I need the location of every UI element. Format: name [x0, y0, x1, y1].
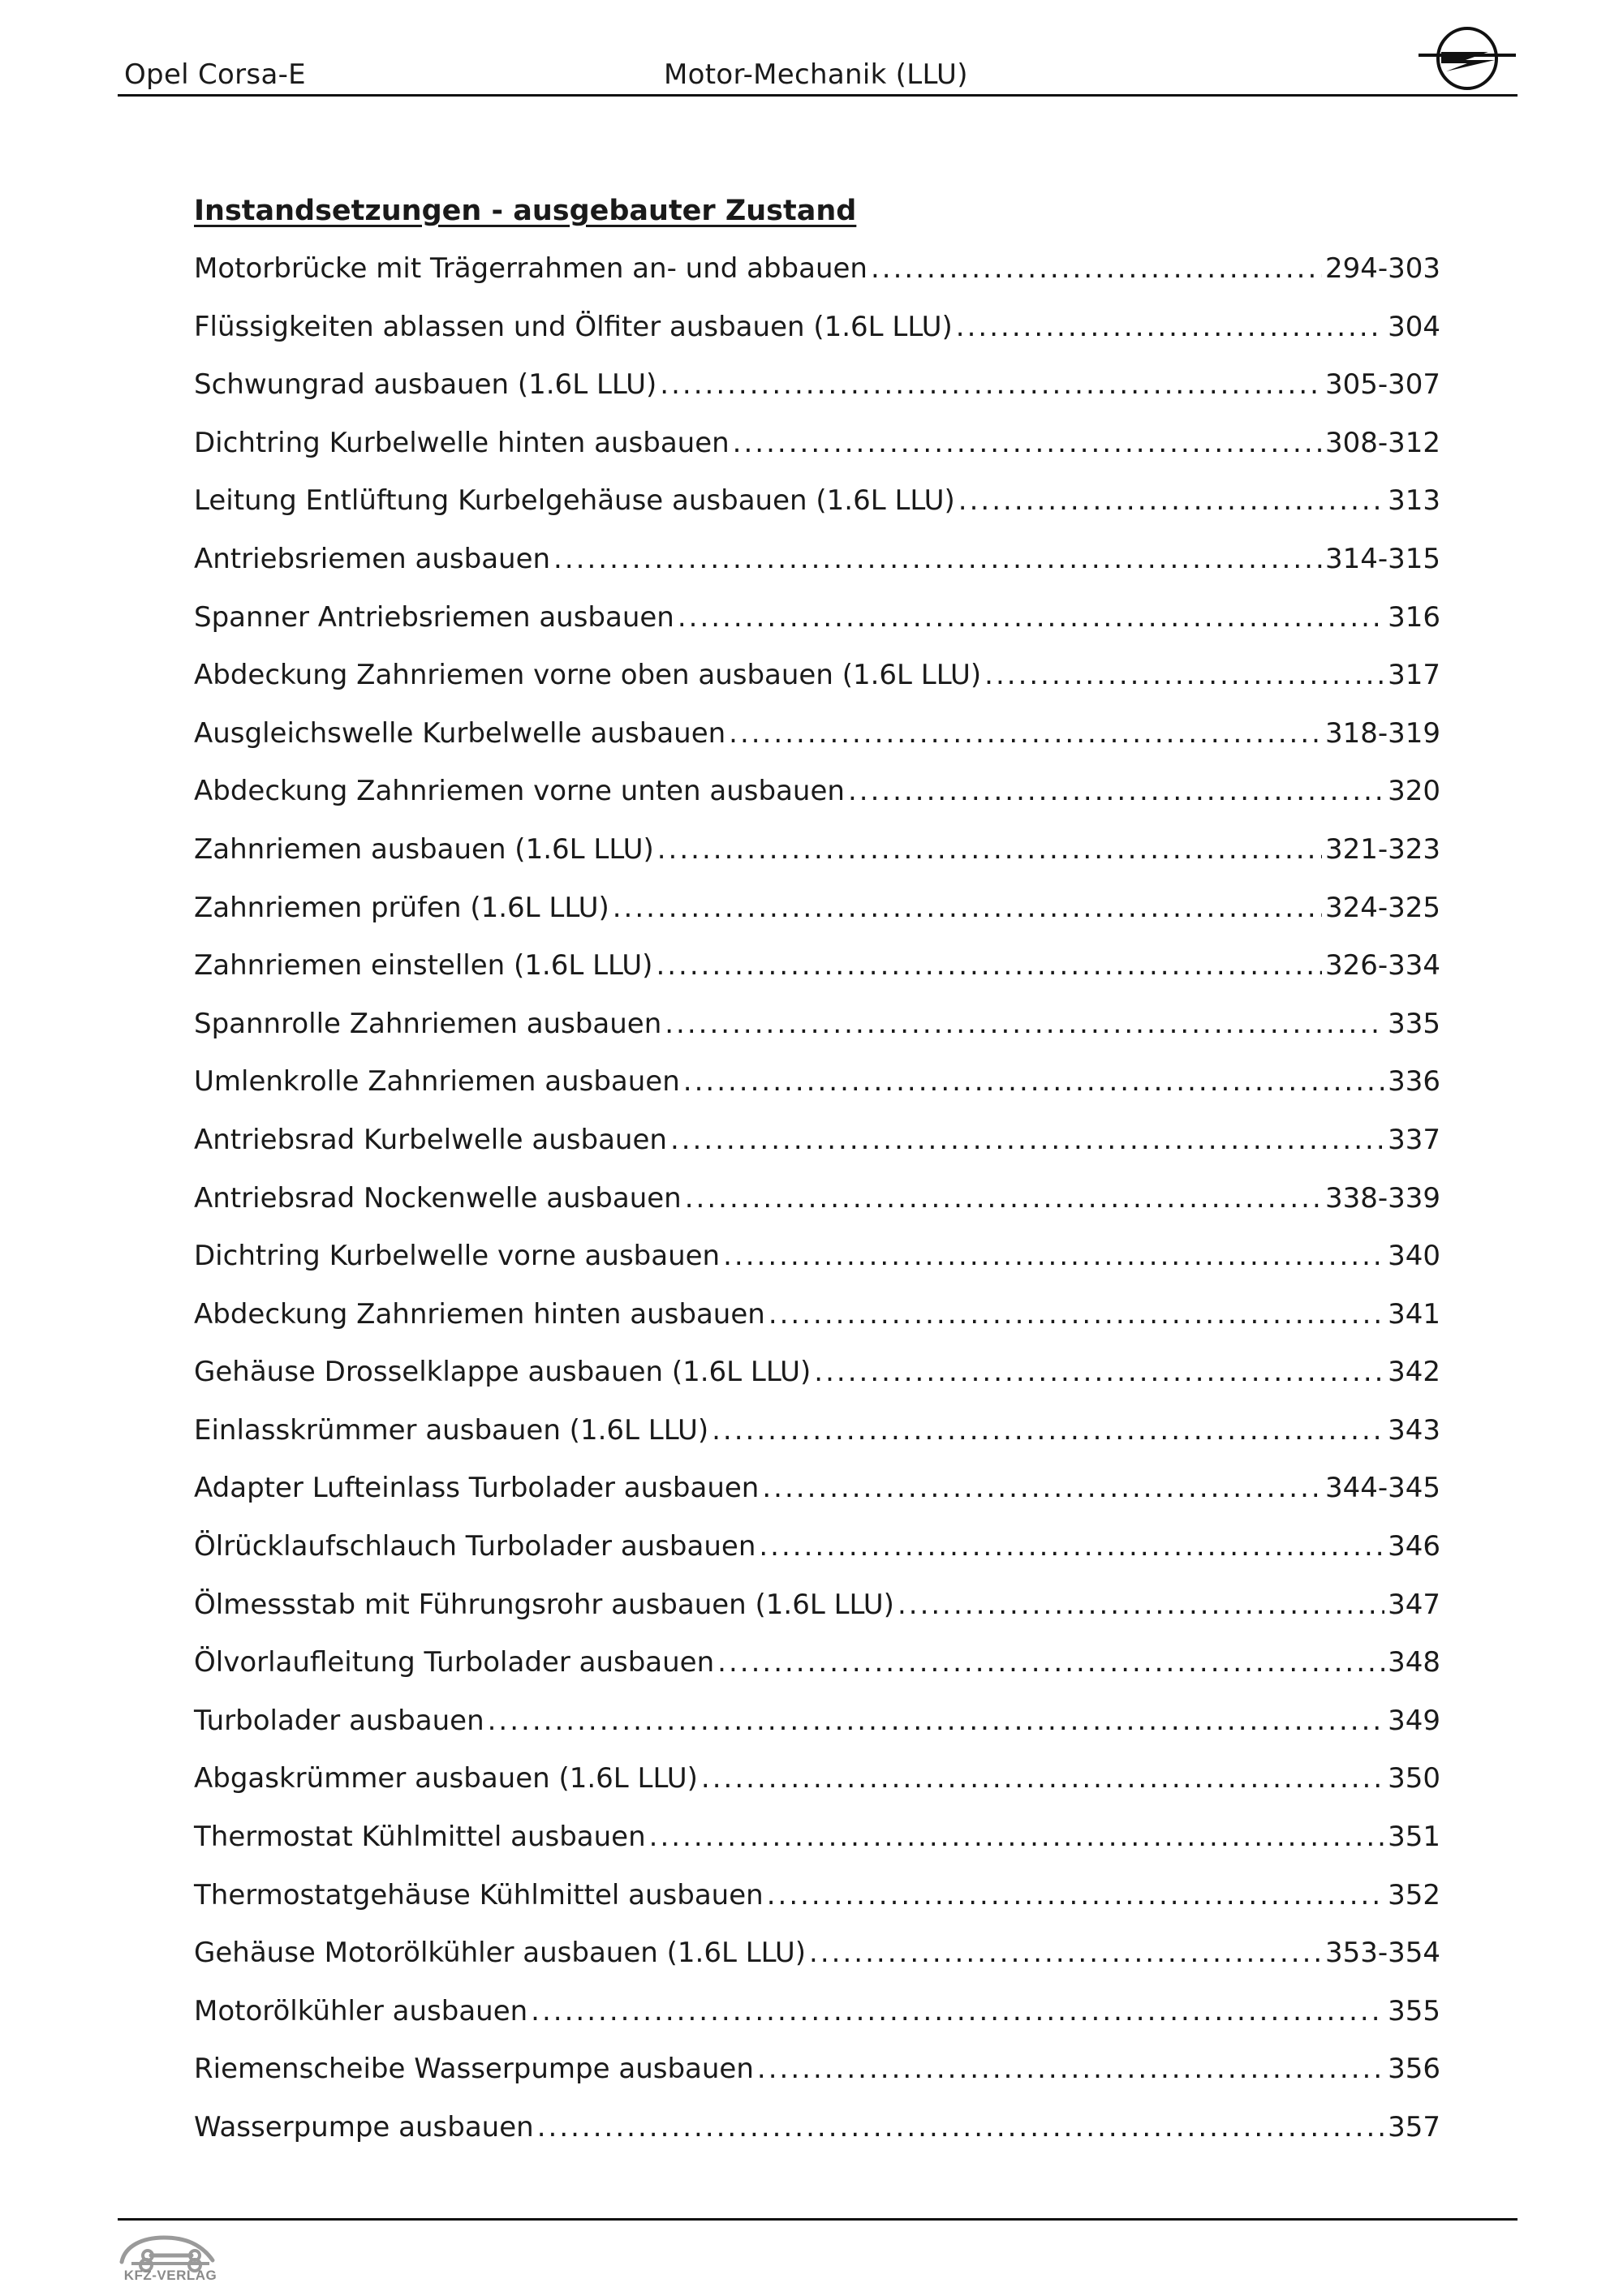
footer-divider [118, 2218, 1518, 2221]
toc-entry-label: Schwungrad ausbauen (1.6L LLU) [194, 368, 657, 402]
opel-blitz-logo-icon [1417, 24, 1518, 92]
toc-entry [194, 589, 1440, 647]
toc-entry [194, 1170, 1440, 1228]
toc-entry-page: 342 [1388, 1356, 1440, 1389]
toc-entry [194, 1983, 1440, 2041]
toc-entry-label: Thermostatgehäuse Kühlmittel ausbauen [194, 1878, 764, 1911]
toc-entry [194, 1808, 1440, 1867]
toc-entry-label: Abdeckung Zahnriemen vorne unten ausbauen [194, 775, 845, 808]
toc-entry-label: Motorbrücke mit Trägerrahmen an- und abbauen [194, 252, 867, 285]
toc-entry-page: 335 [1388, 1007, 1440, 1040]
toc-entry [194, 1344, 1440, 1402]
toc-leader-dots [657, 821, 1322, 879]
header-chapter-title: Motor-Mechanik (LLU) [664, 58, 968, 91]
toc-entry-page: 308-312 [1324, 426, 1440, 459]
toc-entry-page: 338-339 [1324, 1181, 1440, 1215]
toc-entry-label: Wasserpumpe ausbauen [194, 2111, 534, 2143]
page-header [118, 24, 1518, 97]
toc-entry [194, 937, 1440, 995]
toc-entry [194, 821, 1440, 879]
toc-entry-page: 324-325 [1324, 891, 1440, 924]
toc-leader-dots [712, 1402, 1384, 1460]
toc-leader-dots [814, 1344, 1384, 1402]
toc-entry-label: Flüssigkeiten ablassen und Ölfiter ausbauen (1.6L LLU) [194, 310, 953, 343]
toc-entry-label: Motorölkühler ausbauen [194, 1994, 528, 2027]
toc-entry-label: Zahnriemen einstellen (1.6L LLU) [194, 949, 653, 982]
toc-leader-dots [958, 472, 1384, 531]
toc-entry [194, 1460, 1440, 1518]
toc-entry [194, 1692, 1440, 1751]
toc-entry-label: Antriebsrad Kurbelwelle ausbauen [194, 1123, 667, 1156]
toc-entry-label: Umlenkrolle Zahnriemen ausbauen [194, 1065, 680, 1099]
toc-leader-dots [729, 705, 1322, 763]
toc-entry-label: Einlasskrümmer ausbauen (1.6L LLU) [194, 1413, 709, 1447]
toc-entry-page: 314-315 [1324, 542, 1440, 575]
toc-leader-dots [685, 1170, 1322, 1228]
header-vehicle-title: Opel Corsa-E [124, 58, 306, 91]
toc-entry-label: Zahnriemen ausbauen (1.6L LLU) [194, 832, 654, 866]
toc-entry-label: Antriebsrad Nockenwelle ausbauen [194, 1181, 682, 1215]
toc-entry-page: 356 [1388, 2053, 1440, 2086]
toc-entry [194, 2040, 1440, 2099]
toc-leader-dots [665, 995, 1384, 1054]
toc-leader-dots [871, 240, 1322, 299]
toc-entry-label: Thermostat Kühlmittel ausbauen [194, 1821, 646, 1854]
toc-leader-dots [488, 1692, 1384, 1751]
toc-entry-page: 357 [1388, 2111, 1440, 2143]
toc-entry [194, 1402, 1440, 1460]
toc-entry [194, 879, 1440, 938]
toc-entry-label: Ölvorlaufleitung Turbolader ausbauen [194, 1646, 715, 1679]
toc-entry-label: Abdeckung Zahnriemen hinten ausbauen [194, 1297, 765, 1331]
toc-entry-label: Abgaskrümmer ausbauen (1.6L LLU) [194, 1762, 698, 1795]
toc-entry-page: 344-345 [1324, 1472, 1440, 1505]
toc-entry [194, 1750, 1440, 1808]
toc-leader-dots [767, 1867, 1384, 1925]
toc-leader-dots [809, 1924, 1322, 1983]
toc-entry-page: 305-307 [1324, 368, 1440, 402]
toc-entry-page: 340 [1388, 1240, 1440, 1273]
toc-list [194, 240, 1440, 2157]
toc-leader-dots [848, 763, 1384, 821]
section-title: Instandsetzungen - ausgebauter Zustand [194, 195, 857, 227]
toc-entry-page: 336 [1388, 1065, 1440, 1099]
toc-entry [194, 472, 1440, 531]
toc-entry [194, 1228, 1440, 1286]
toc-leader-dots [683, 1053, 1384, 1111]
toc-entry-label: Abdeckung Zahnriemen vorne oben ausbauen (1.6L LLU) [194, 659, 982, 692]
toc-entry-page: 352 [1388, 1878, 1440, 1911]
toc-leader-dots [733, 415, 1322, 473]
toc-leader-dots [768, 1286, 1384, 1344]
toc-leader-dots [553, 531, 1322, 589]
toc-entry-label: Turbolader ausbauen [194, 1704, 484, 1737]
toc-leader-dots [898, 1576, 1384, 1635]
toc-leader-dots [531, 1983, 1384, 2041]
toc-entry-label: Zahnriemen prüfen (1.6L LLU) [194, 891, 609, 924]
toc-entry-label: Adapter Lufteinlass Turbolader ausbauen [194, 1472, 760, 1505]
toc-leader-dots [723, 1228, 1384, 1286]
toc-entry-page: 350 [1388, 1762, 1440, 1795]
toc-entry-page: 348 [1388, 1646, 1440, 1679]
toc-entry-page: 321-323 [1324, 832, 1440, 866]
toc-entry-page: 316 [1388, 600, 1440, 634]
toc-entry [194, 2099, 1440, 2157]
toc-entry [194, 1286, 1440, 1344]
toc-entry-page: 346 [1388, 1530, 1440, 1563]
toc-entry-page: 326-334 [1324, 949, 1440, 982]
toc-entry [194, 1867, 1440, 1925]
toc-leader-dots [762, 1460, 1322, 1518]
toc-entry-page: 355 [1388, 1994, 1440, 2027]
toc-entry-page: 304 [1388, 310, 1440, 343]
toc-entry-page: 294-303 [1324, 252, 1440, 285]
toc-leader-dots [984, 647, 1384, 705]
toc-leader-dots [701, 1750, 1384, 1808]
toc-entry-page: 347 [1388, 1588, 1440, 1621]
toc-leader-dots [649, 1808, 1384, 1867]
toc-entry-page: 351 [1388, 1821, 1440, 1854]
toc-entry [194, 1634, 1440, 1692]
toc-entry [194, 1576, 1440, 1635]
toc-leader-dots [656, 937, 1322, 995]
toc-leader-dots [670, 1111, 1384, 1170]
toc-entry-label: Gehäuse Motorölkühler ausbauen (1.6L LLU) [194, 1937, 807, 1970]
toc-entry [194, 995, 1440, 1054]
toc-entry [194, 299, 1440, 357]
toc-entry-label: Ölrücklaufschlauch Turbolader ausbauen [194, 1530, 756, 1563]
toc-entry-page: 318-319 [1324, 716, 1440, 750]
toc-entry-page: 353-354 [1324, 1937, 1440, 1970]
toc-entry [194, 531, 1440, 589]
toc-entry-page: 349 [1388, 1704, 1440, 1737]
toc-entry-label: Ölmessstab mit Führungsrohr ausbauen (1.6L LLU) [194, 1588, 894, 1621]
toc-entry-label: Gehäuse Drosselklappe ausbauen (1.6L LLU) [194, 1356, 812, 1389]
toc-entry-label: Spanner Antriebsriemen ausbauen [194, 600, 674, 634]
toc-leader-dots [678, 589, 1384, 647]
toc-entry-label: Leitung Entlüftung Kurbelgehäuse ausbauen (1.6L LLU) [194, 484, 955, 518]
toc-entry-page: 320 [1388, 775, 1440, 808]
toc-leader-dots [759, 1518, 1384, 1576]
toc-entry-label: Antriebsriemen ausbauen [194, 542, 551, 575]
footer-brand: KFZ-VERLAG [123, 2268, 217, 2283]
toc-entry-page: 317 [1388, 659, 1440, 692]
toc-entry [194, 240, 1440, 299]
toc-entry-label: Dichtring Kurbelwelle vorne ausbauen [194, 1240, 721, 1273]
toc-entry [194, 1518, 1440, 1576]
table-of-contents [194, 190, 1440, 2157]
toc-entry [194, 356, 1440, 415]
toc-entry [194, 763, 1440, 821]
toc-leader-dots [660, 356, 1322, 415]
toc-entry-page: 337 [1388, 1123, 1440, 1156]
toc-leader-dots [757, 2040, 1384, 2099]
toc-entry-page: 343 [1388, 1413, 1440, 1447]
toc-entry-label: Riemenscheibe Wasserpumpe ausbauen [194, 2053, 754, 2086]
toc-entry [194, 1924, 1440, 1983]
toc-entry-label: Ausgleichswelle Kurbelwelle ausbauen [194, 716, 726, 750]
toc-entry [194, 1053, 1440, 1111]
toc-entry [194, 705, 1440, 763]
toc-entry [194, 1111, 1440, 1170]
toc-leader-dots [537, 2099, 1384, 2157]
toc-entry-label: Dichtring Kurbelwelle hinten ausbauen [194, 426, 730, 459]
toc-entry-page: 341 [1388, 1297, 1440, 1331]
toc-leader-dots [956, 299, 1384, 357]
toc-leader-dots [717, 1634, 1384, 1692]
toc-entry [194, 415, 1440, 473]
toc-leader-dots [613, 879, 1322, 938]
toc-entry-label: Spannrolle Zahnriemen ausbauen [194, 1007, 662, 1040]
toc-entry [194, 647, 1440, 705]
toc-entry-page: 313 [1388, 484, 1440, 518]
